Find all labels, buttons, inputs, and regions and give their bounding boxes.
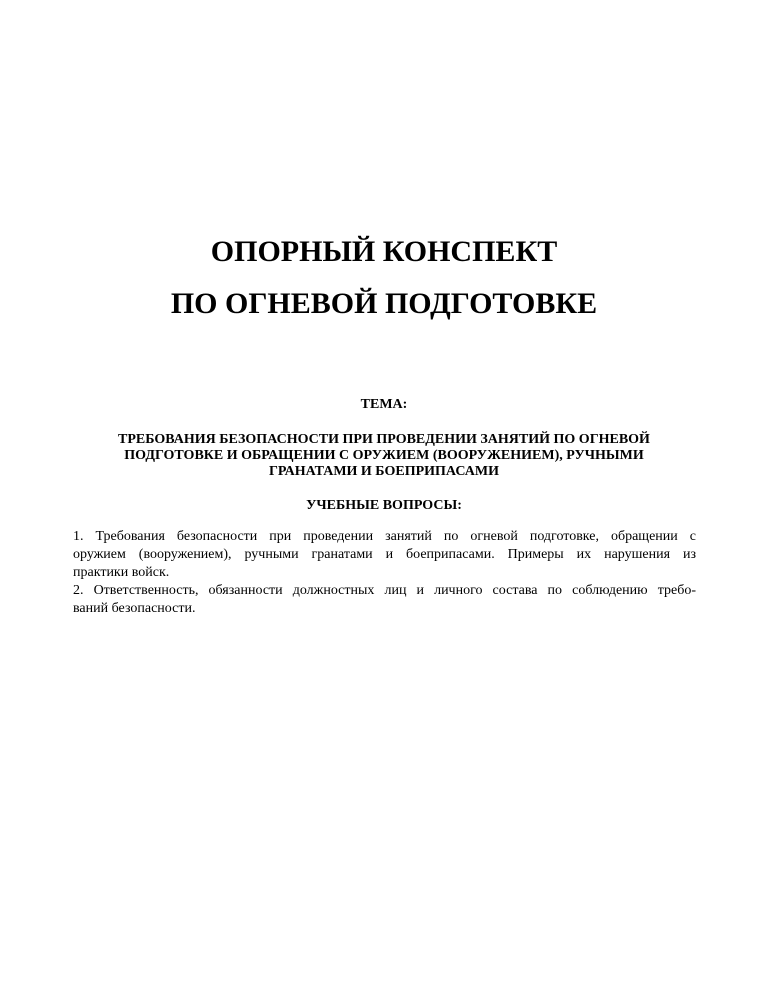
question-item-1 — [73, 528, 696, 582]
topic-label: ТЕМА: — [360, 397, 408, 412]
document-title — [0, 226, 768, 330]
title-line-1: ОПОРНЫЙ КОНСПЕКТ — [210, 235, 558, 268]
topic-line: ПОДГОТОВКЕ И ОБРАЩЕНИИ С ОРУЖИЕМ (ВООРУЖЕНИЕМ), РУЧНЫМИ — [124, 448, 644, 463]
topic-line: ГРАНАТАМИ И БОЕПРИПАСАМИ — [269, 464, 499, 479]
question-line: ваний безопасности. — [73, 601, 196, 616]
questions-label: УЧЕБНЫЕ ВОПРОСЫ: — [306, 498, 462, 513]
questions-list — [73, 528, 696, 618]
question-line: оружием (вооружением), ручными гранатами и боеприпасами. Примеры их нарушения из — [73, 547, 696, 562]
topic-line: ТРЕБОВАНИЯ БЕЗОПАСНОСТИ ПРИ ПРОВЕДЕНИИ ЗАНЯТИЙ ПО ОГНЕВОЙ — [118, 432, 650, 447]
title-line-2: ПО ОГНЕВОЙ ПОДГОТОВКЕ — [170, 287, 598, 320]
question-item-2 — [73, 582, 696, 618]
question-line: 2. Ответственность, обязанности должностных лиц и личного состава по соблюдению требо- — [73, 583, 696, 598]
topic-text — [70, 432, 698, 480]
question-line: 1. Требования безопасности при проведении занятий по огневой подготовке, обращении с — [73, 529, 696, 544]
question-line: практики войск. — [73, 565, 170, 580]
